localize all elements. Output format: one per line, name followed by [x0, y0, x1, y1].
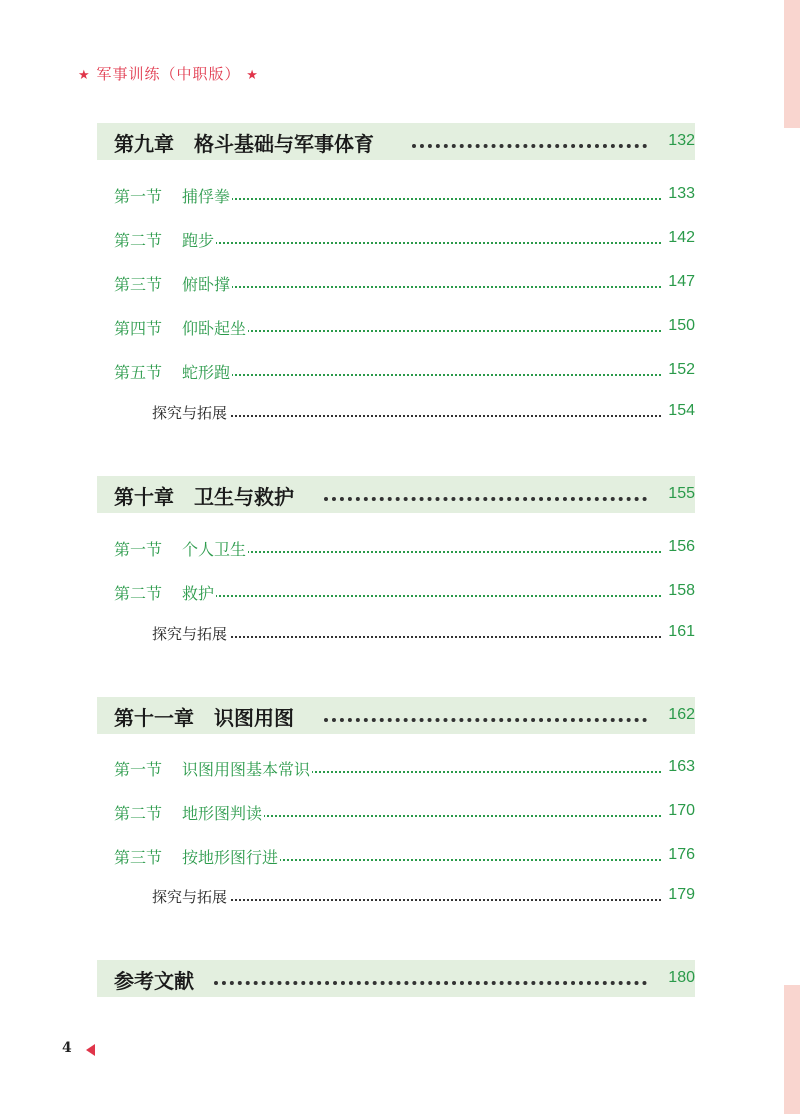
section-label	[114, 845, 280, 868]
chapter-page: 180	[668, 969, 695, 986]
section-title: 俯卧撑	[182, 275, 231, 294]
toc-entry-explore[interactable]	[152, 883, 695, 907]
dot-leader	[324, 483, 647, 501]
section-label	[114, 228, 216, 251]
page-number: 158	[668, 582, 695, 599]
page-number: 176	[668, 846, 695, 863]
star-icon: ★	[78, 68, 91, 83]
explore-title: 探究与拓展	[152, 888, 228, 906]
page-number: 154	[668, 402, 695, 419]
section-title: 识图用图基本常识	[182, 760, 311, 779]
toc-entry[interactable]	[114, 226, 695, 250]
section-label	[114, 184, 232, 207]
section-title: 仰卧起坐	[182, 319, 247, 338]
dot-leader	[324, 704, 647, 722]
toc-entry[interactable]	[114, 843, 695, 867]
section-number: 第一节	[114, 540, 163, 559]
toc-entry[interactable]	[114, 182, 695, 206]
toc-entry-explore[interactable]	[152, 399, 695, 423]
section-number: 第二节	[114, 584, 163, 603]
page-number: 133	[668, 185, 695, 202]
chapter-title: 第九章 格斗基础与军事体育	[114, 132, 374, 156]
chapter-heading-references[interactable]	[97, 960, 695, 997]
toc-entry[interactable]	[114, 535, 695, 559]
page-number: 142	[668, 229, 695, 246]
section-number: 第三节	[114, 848, 163, 867]
page-number: 163	[668, 758, 695, 775]
dot-leader	[412, 130, 647, 148]
toc-entry[interactable]	[114, 314, 695, 338]
section-title: 按地形图行进	[182, 848, 279, 867]
page-folio: 4	[62, 1040, 72, 1056]
star-icon: ★	[246, 68, 259, 83]
section-label	[114, 757, 312, 780]
page-number: 170	[668, 802, 695, 819]
page-number: 156	[668, 538, 695, 555]
section-label	[114, 581, 216, 604]
explore-title: 探究与拓展	[152, 625, 228, 643]
section-label	[114, 316, 248, 339]
explore-title: 探究与拓展	[152, 404, 228, 422]
section-title: 地形图判读	[182, 804, 263, 823]
section-title: 跑步	[182, 231, 215, 250]
side-tab-top	[784, 0, 800, 128]
toc-entry[interactable]	[114, 755, 695, 779]
section-title: 蛇形跑	[182, 363, 231, 382]
chapter-heading[interactable]	[97, 123, 695, 160]
triangle-left-icon	[86, 1044, 95, 1056]
chapter-heading[interactable]	[97, 697, 695, 734]
toc-entry-explore[interactable]	[152, 620, 695, 644]
section-title: 救护	[182, 584, 215, 603]
section-number: 第五节	[114, 363, 163, 382]
page-number: 179	[668, 886, 695, 903]
section-number: 第二节	[114, 804, 163, 823]
section-label	[114, 360, 232, 383]
section-title: 捕俘拳	[182, 187, 231, 206]
section-number: 第二节	[114, 231, 163, 250]
section-number: 第三节	[114, 275, 163, 294]
section-title: 个人卫生	[182, 540, 247, 559]
toc-entry[interactable]	[114, 358, 695, 382]
section-number: 第四节	[114, 319, 163, 338]
section-number: 第一节	[114, 187, 163, 206]
toc-entry[interactable]	[114, 799, 695, 823]
section-label	[114, 272, 232, 295]
chapter-title: 参考文献	[114, 969, 194, 993]
page-number: 152	[668, 361, 695, 378]
chapter-page: 155	[668, 485, 695, 502]
toc-entry[interactable]	[114, 270, 695, 294]
section-label	[114, 537, 248, 560]
page-number: 161	[668, 623, 695, 640]
page-number: 147	[668, 273, 695, 290]
chapter-page: 132	[668, 132, 695, 149]
chapter-page: 162	[668, 706, 695, 723]
section-number: 第一节	[114, 760, 163, 779]
side-tab-bottom	[784, 985, 800, 1114]
chapter-heading[interactable]	[97, 476, 695, 513]
dot-leader	[214, 967, 647, 985]
toc-entry[interactable]	[114, 579, 695, 603]
chapter-title: 第十一章 识图用图	[114, 706, 294, 730]
page-number: 150	[668, 317, 695, 334]
section-label	[114, 801, 264, 824]
running-head	[78, 63, 259, 84]
book-title: 军事训练（中职版）	[96, 65, 241, 83]
chapter-title: 第十章 卫生与救护	[114, 485, 294, 509]
